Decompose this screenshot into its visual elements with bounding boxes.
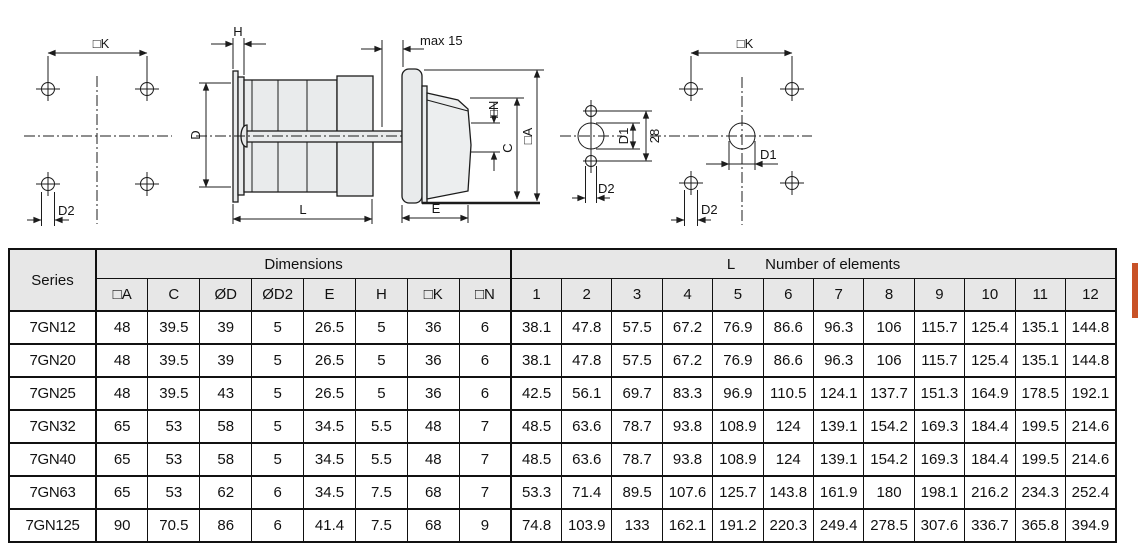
page-edge-accent-tab — [1132, 263, 1138, 318]
drawing-front-hole-pattern — [24, 36, 172, 226]
value-cell: 103.9 — [562, 509, 612, 542]
value-cell: 5 — [252, 344, 304, 377]
value-cell: 68 — [407, 476, 459, 509]
dim-label-a: □A — [520, 127, 535, 145]
value-cell: 70.5 — [148, 509, 200, 542]
value-cell: 76.9 — [713, 344, 763, 377]
value-cell: 154.2 — [864, 410, 914, 443]
value-cell: 184.4 — [965, 443, 1015, 476]
value-cell: 48 — [96, 377, 148, 410]
value-cell: 83.3 — [662, 377, 712, 410]
column-header: ØD2 — [252, 279, 304, 312]
value-cell: 249.4 — [813, 509, 863, 542]
dimensions-group-header: Dimensions — [96, 249, 511, 279]
value-cell: 41.4 — [304, 509, 356, 542]
value-cell: 48.5 — [511, 410, 561, 443]
value-cell: 110.5 — [763, 377, 813, 410]
dim-label-d: D — [188, 130, 203, 140]
value-cell: 68 — [407, 509, 459, 542]
series-name: 7GN40 — [9, 443, 96, 476]
value-cell: 39.5 — [148, 311, 200, 344]
value-cell: 307.6 — [914, 509, 964, 542]
value-cell: 144.8 — [1065, 311, 1115, 344]
value-cell: 115.7 — [914, 311, 964, 344]
value-cell: 7.5 — [355, 476, 407, 509]
value-cell: 214.6 — [1065, 410, 1115, 443]
series-name: 7GN25 — [9, 377, 96, 410]
value-cell: 26.5 — [304, 311, 356, 344]
value-cell: 26.5 — [304, 377, 356, 410]
value-cell: 9 — [459, 509, 511, 542]
table-row — [9, 410, 1116, 443]
column-header: C — [148, 279, 200, 312]
value-cell: 6 — [459, 311, 511, 344]
dim-label-d2: D2 — [58, 203, 75, 218]
value-cell: 56.1 — [562, 377, 612, 410]
dim-label-n: □N — [486, 100, 501, 118]
value-cell: 108.9 — [713, 443, 763, 476]
column-header: 4 — [662, 279, 712, 312]
column-header: H — [355, 279, 407, 312]
value-cell: 124 — [763, 443, 813, 476]
table-row — [9, 344, 1116, 377]
value-cell: 76.9 — [713, 311, 763, 344]
value-cell: 5 — [355, 377, 407, 410]
table-row — [9, 509, 1116, 542]
value-cell: 125.7 — [713, 476, 763, 509]
value-cell: 96.3 — [813, 311, 863, 344]
value-cell: 96.9 — [713, 377, 763, 410]
series-name: 7GN63 — [9, 476, 96, 509]
dim-label-d1: D1 — [616, 127, 631, 145]
value-cell: 199.5 — [1015, 443, 1065, 476]
dim-label-h: H — [233, 24, 243, 39]
technical-drawings — [0, 0, 1138, 246]
value-cell: 63.6 — [562, 443, 612, 476]
series-column-header: Series — [9, 249, 96, 311]
value-cell: 53 — [148, 476, 200, 509]
value-cell: 86.6 — [763, 344, 813, 377]
value-cell: 164.9 — [965, 377, 1015, 410]
value-cell: 143.8 — [763, 476, 813, 509]
value-cell: 78.7 — [612, 443, 662, 476]
value-cell: 6 — [252, 509, 304, 542]
value-cell: 199.5 — [1015, 410, 1065, 443]
column-header: ØD — [200, 279, 252, 312]
value-cell: 5 — [355, 311, 407, 344]
value-cell: 161.9 — [813, 476, 863, 509]
value-cell: 67.2 — [662, 344, 712, 377]
column-header: 6 — [763, 279, 813, 312]
value-cell: 192.1 — [1065, 377, 1115, 410]
value-cell: 74.8 — [511, 509, 561, 542]
header-row-1 — [9, 249, 1116, 279]
value-cell: 106 — [864, 311, 914, 344]
dim-label-d2: D2 — [598, 181, 615, 196]
value-cell: 62 — [200, 476, 252, 509]
value-cell: 162.1 — [662, 509, 712, 542]
column-header: 2 — [562, 279, 612, 312]
value-cell: 5 — [355, 344, 407, 377]
value-cell: 48 — [96, 344, 148, 377]
value-cell: 48 — [407, 410, 459, 443]
value-cell: 144.8 — [1065, 344, 1115, 377]
value-cell: 93.8 — [662, 443, 712, 476]
value-cell: 169.3 — [914, 443, 964, 476]
value-cell: 34.5 — [304, 410, 356, 443]
value-cell: 86 — [200, 509, 252, 542]
value-cell: 7 — [459, 410, 511, 443]
value-cell: 36 — [407, 377, 459, 410]
value-cell: 137.7 — [864, 377, 914, 410]
series-name: 7GN32 — [9, 410, 96, 443]
value-cell: 5.5 — [355, 410, 407, 443]
value-cell: 198.1 — [914, 476, 964, 509]
value-cell: 107.6 — [662, 476, 712, 509]
value-cell: 39 — [200, 311, 252, 344]
table-row — [9, 476, 1116, 509]
table-row — [9, 311, 1116, 344]
value-cell: 6 — [252, 476, 304, 509]
column-header: 9 — [914, 279, 964, 312]
l-prefix: L — [726, 255, 736, 273]
dim-label-e: E — [431, 201, 441, 216]
dim-label-k: □K — [736, 36, 754, 51]
value-cell: 53.3 — [511, 476, 561, 509]
column-header: □N — [459, 279, 511, 312]
column-header: □K — [407, 279, 459, 312]
value-cell: 180 — [864, 476, 914, 509]
value-cell: 191.2 — [713, 509, 763, 542]
header-row-2 — [9, 279, 1116, 312]
value-cell: 124 — [763, 410, 813, 443]
value-cell: 39.5 — [148, 377, 200, 410]
value-cell: 96.3 — [813, 344, 863, 377]
value-cell: 48.5 — [511, 443, 561, 476]
value-cell: 252.4 — [1065, 476, 1115, 509]
value-cell: 67.2 — [662, 311, 712, 344]
value-cell: 5 — [252, 410, 304, 443]
value-cell: 65 — [96, 476, 148, 509]
value-cell: 5.5 — [355, 443, 407, 476]
value-cell: 184.4 — [965, 410, 1015, 443]
value-cell: 71.4 — [562, 476, 612, 509]
column-header: 12 — [1065, 279, 1115, 312]
dim-label-d1: D1 — [760, 147, 777, 162]
value-cell: 125.4 — [965, 311, 1015, 344]
value-cell: 336.7 — [965, 509, 1015, 542]
value-cell: 53 — [148, 410, 200, 443]
series-name: 7GN12 — [9, 311, 96, 344]
value-cell: 5 — [252, 377, 304, 410]
table-row — [9, 377, 1116, 410]
value-cell: 48 — [407, 443, 459, 476]
value-cell: 57.5 — [612, 311, 662, 344]
value-cell: 394.9 — [1065, 509, 1115, 542]
value-cell: 139.1 — [813, 410, 863, 443]
elements-label: Number of elements — [765, 255, 901, 273]
value-cell: 65 — [96, 443, 148, 476]
column-header: E — [304, 279, 356, 312]
value-cell: 135.1 — [1015, 344, 1065, 377]
value-cell: 234.3 — [1015, 476, 1065, 509]
value-cell: 36 — [407, 344, 459, 377]
value-cell: 6 — [459, 344, 511, 377]
value-cell: 69.7 — [612, 377, 662, 410]
value-cell: 63.6 — [562, 410, 612, 443]
value-cell: 106 — [864, 344, 914, 377]
value-cell: 6 — [459, 377, 511, 410]
dim-label-c: C — [500, 143, 515, 153]
value-cell: 89.5 — [612, 476, 662, 509]
value-cell: 47.8 — [562, 344, 612, 377]
column-header: 8 — [864, 279, 914, 312]
value-cell: 133 — [612, 509, 662, 542]
column-header: 3 — [612, 279, 662, 312]
value-cell: 154.2 — [864, 443, 914, 476]
value-cell: 39 — [200, 344, 252, 377]
value-cell: 36 — [407, 311, 459, 344]
value-cell: 58 — [200, 443, 252, 476]
value-cell: 5 — [252, 443, 304, 476]
value-cell: 278.5 — [864, 509, 914, 542]
column-header: 1 — [511, 279, 561, 312]
value-cell: 47.8 — [562, 311, 612, 344]
drawing-shaft-hole-detail — [560, 100, 662, 203]
value-cell: 139.1 — [813, 443, 863, 476]
value-cell: 78.7 — [612, 410, 662, 443]
dim-label-k: □K — [92, 36, 110, 51]
drawing-side-view — [188, 24, 544, 224]
value-cell: 124.1 — [813, 377, 863, 410]
dim-label-max15: max 15 — [420, 33, 463, 48]
dim-label-d2: D2 — [701, 202, 718, 217]
value-cell: 34.5 — [304, 476, 356, 509]
value-cell: 43 — [200, 377, 252, 410]
value-cell: 220.3 — [763, 509, 813, 542]
value-cell: 7 — [459, 443, 511, 476]
value-cell: 57.5 — [612, 344, 662, 377]
value-cell: 214.6 — [1065, 443, 1115, 476]
column-header: 10 — [965, 279, 1015, 312]
table-body — [9, 311, 1116, 542]
value-cell: 86.6 — [763, 311, 813, 344]
value-cell: 7 — [459, 476, 511, 509]
value-cell: 93.8 — [662, 410, 712, 443]
table-head — [9, 249, 1116, 311]
value-cell: 38.1 — [511, 311, 561, 344]
value-cell: 5 — [252, 311, 304, 344]
value-cell: 178.5 — [1015, 377, 1065, 410]
elements-group-header — [511, 249, 1116, 279]
drawing-rear-hole-pattern — [650, 36, 812, 226]
value-cell: 39.5 — [148, 344, 200, 377]
value-cell: 26.5 — [304, 344, 356, 377]
value-cell: 90 — [96, 509, 148, 542]
value-cell: 108.9 — [713, 410, 763, 443]
column-header: 5 — [713, 279, 763, 312]
value-cell: 365.8 — [1015, 509, 1065, 542]
value-cell: 125.4 — [965, 344, 1015, 377]
value-cell: 151.3 — [914, 377, 964, 410]
series-name: 7GN20 — [9, 344, 96, 377]
dim-label-28: 28 — [647, 128, 662, 144]
value-cell: 58 — [200, 410, 252, 443]
value-cell: 216.2 — [965, 476, 1015, 509]
value-cell: 7.5 — [355, 509, 407, 542]
series-name: 7GN125 — [9, 509, 96, 542]
dimensions-table — [8, 248, 1117, 543]
value-cell: 42.5 — [511, 377, 561, 410]
value-cell: 34.5 — [304, 443, 356, 476]
value-cell: 38.1 — [511, 344, 561, 377]
column-header: 11 — [1015, 279, 1065, 312]
column-header: 7 — [813, 279, 863, 312]
dim-label-l: L — [299, 202, 307, 217]
value-cell: 53 — [148, 443, 200, 476]
table-row — [9, 443, 1116, 476]
value-cell: 169.3 — [914, 410, 964, 443]
value-cell: 115.7 — [914, 344, 964, 377]
value-cell: 135.1 — [1015, 311, 1065, 344]
column-header: □A — [96, 279, 148, 312]
value-cell: 48 — [96, 311, 148, 344]
value-cell: 65 — [96, 410, 148, 443]
